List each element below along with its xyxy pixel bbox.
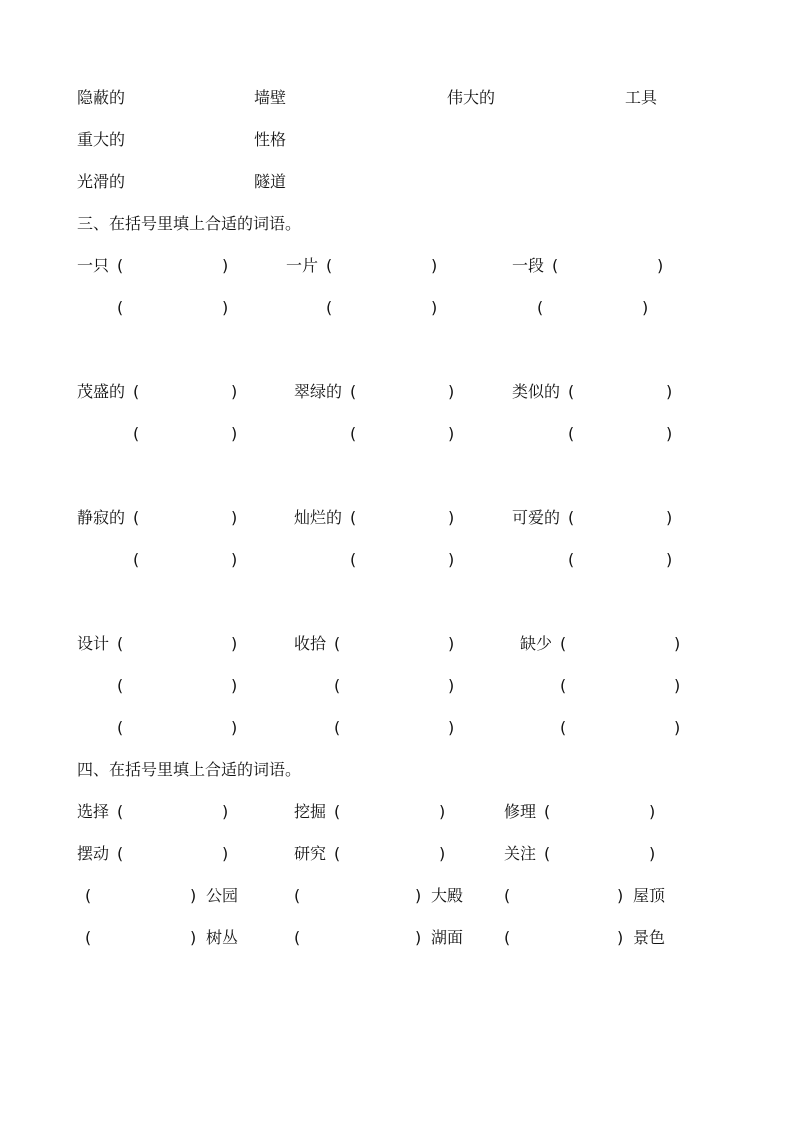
open-paren: (: [326, 298, 333, 317]
target-noun: 树丛: [206, 928, 239, 947]
open-paren: (: [334, 718, 341, 737]
open-paren: (: [326, 256, 333, 275]
close-paren: ): [222, 298, 229, 317]
prompt-word: 一片: [286, 256, 319, 275]
close-paren: ): [649, 844, 656, 863]
close-paren: ): [448, 550, 455, 569]
open-paren: (: [117, 802, 124, 821]
match-word: 重大的: [77, 130, 126, 149]
prompt-word: 挖掘: [294, 802, 327, 821]
prompt-word: 选择: [77, 802, 110, 821]
close-paren: ): [415, 928, 422, 947]
match-word: 伟大的: [447, 88, 496, 107]
match-word: 光滑的: [77, 172, 126, 191]
open-paren: (: [568, 508, 575, 527]
prompt-word: 修理: [504, 802, 537, 821]
open-paren: (: [350, 424, 357, 443]
open-paren: (: [350, 508, 357, 527]
match-word: 工具: [625, 88, 658, 107]
close-paren: ): [231, 550, 238, 569]
open-paren: (: [350, 550, 357, 569]
close-paren: ): [190, 928, 197, 947]
close-paren: ): [439, 844, 446, 863]
open-paren: (: [568, 382, 575, 401]
close-paren: ): [415, 886, 422, 905]
prompt-word: 研究: [294, 844, 327, 863]
open-paren: (: [334, 844, 341, 863]
prompt-word: 收拾: [294, 634, 327, 653]
prompt-word: 灿烂的: [294, 508, 343, 527]
open-paren: (: [504, 928, 511, 947]
open-paren: (: [334, 676, 341, 695]
target-noun: 景色: [633, 928, 666, 947]
open-paren: (: [560, 718, 567, 737]
close-paren: ): [666, 508, 673, 527]
prompt-word: 翠绿的: [294, 382, 343, 401]
open-paren: (: [560, 676, 567, 695]
prompt-word: 缺少: [520, 634, 553, 653]
close-paren: ): [222, 844, 229, 863]
close-paren: ): [448, 508, 455, 527]
close-paren: ): [448, 718, 455, 737]
prompt-word: 可爱的: [512, 508, 561, 527]
match-word: 隧道: [254, 172, 287, 191]
close-paren: ): [190, 886, 197, 905]
close-paren: ): [666, 424, 673, 443]
open-paren: (: [544, 844, 551, 863]
open-paren: (: [133, 508, 140, 527]
prompt-word: 茂盛的: [77, 382, 126, 401]
open-paren: (: [537, 298, 544, 317]
target-noun: 湖面: [431, 928, 464, 947]
close-paren: ): [674, 676, 681, 695]
close-paren: ): [431, 298, 438, 317]
open-paren: (: [85, 928, 92, 947]
target-noun: 屋顶: [633, 886, 666, 905]
close-paren: ): [231, 676, 238, 695]
prompt-word: 设计: [77, 634, 110, 653]
close-paren: ): [674, 634, 681, 653]
open-paren: (: [294, 928, 301, 947]
open-paren: (: [334, 634, 341, 653]
prompt-word: 一段: [512, 256, 545, 275]
section3-heading: 三、在括号里填上合适的词语。: [77, 214, 302, 233]
open-paren: (: [117, 298, 124, 317]
prompt-word: 摆动: [77, 844, 110, 863]
close-paren: ): [617, 886, 624, 905]
close-paren: ): [448, 634, 455, 653]
open-paren: (: [133, 550, 140, 569]
close-paren: ): [666, 550, 673, 569]
close-paren: ): [448, 424, 455, 443]
open-paren: (: [117, 844, 124, 863]
open-paren: (: [350, 382, 357, 401]
close-paren: ): [222, 256, 229, 275]
close-paren: ): [231, 508, 238, 527]
prompt-word: 一只: [77, 256, 110, 275]
close-paren: ): [431, 256, 438, 275]
open-paren: (: [568, 550, 575, 569]
close-paren: ): [231, 382, 238, 401]
open-paren: (: [133, 382, 140, 401]
open-paren: (: [117, 676, 124, 695]
close-paren: ): [439, 802, 446, 821]
match-word: 隐蔽的: [77, 88, 126, 107]
open-paren: (: [133, 424, 140, 443]
close-paren: ): [231, 718, 238, 737]
close-paren: ): [617, 928, 624, 947]
close-paren: ): [666, 382, 673, 401]
open-paren: (: [334, 802, 341, 821]
prompt-word: 静寂的: [77, 508, 126, 527]
close-paren: ): [222, 802, 229, 821]
close-paren: ): [642, 298, 649, 317]
open-paren: (: [117, 256, 124, 275]
section4-heading: 四、在括号里填上合适的词语。: [77, 760, 302, 779]
close-paren: ): [649, 802, 656, 821]
open-paren: (: [85, 886, 92, 905]
close-paren: ): [231, 424, 238, 443]
target-noun: 公园: [206, 886, 239, 905]
open-paren: (: [504, 886, 511, 905]
open-paren: (: [117, 718, 124, 737]
target-noun: 大殿: [431, 886, 464, 905]
close-paren: ): [448, 676, 455, 695]
match-word: 性格: [254, 130, 287, 149]
open-paren: (: [117, 634, 124, 653]
prompt-word: 关注: [504, 844, 537, 863]
open-paren: (: [560, 634, 567, 653]
match-word: 墙壁: [254, 88, 287, 107]
close-paren: ): [674, 718, 681, 737]
open-paren: (: [544, 802, 551, 821]
close-paren: ): [448, 382, 455, 401]
close-paren: ): [231, 634, 238, 653]
close-paren: ): [657, 256, 664, 275]
open-paren: (: [294, 886, 301, 905]
open-paren: (: [552, 256, 559, 275]
open-paren: (: [568, 424, 575, 443]
prompt-word: 类似的: [512, 382, 561, 401]
